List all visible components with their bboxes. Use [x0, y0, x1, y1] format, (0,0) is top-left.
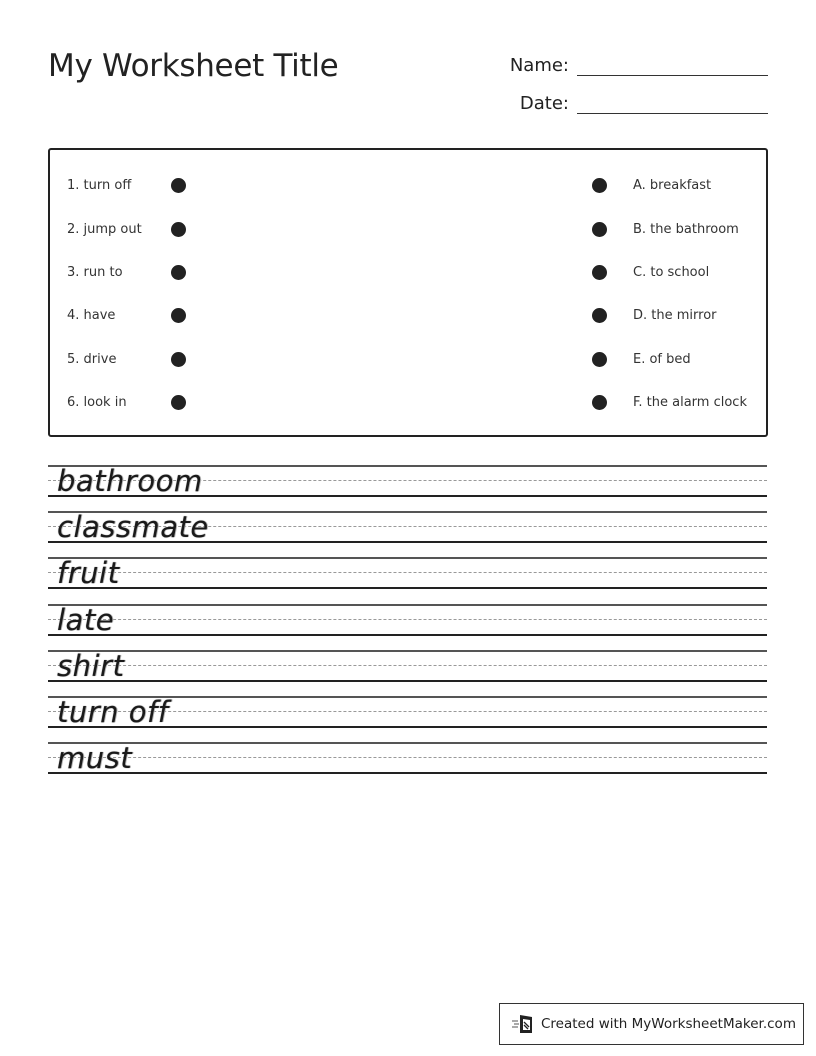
name-label: Name: [509, 55, 569, 76]
right-connector-dot-icon[interactable] [592, 352, 607, 367]
worksheet-maker-logo-icon [512, 1013, 536, 1035]
right-connector-dot-icon[interactable] [592, 395, 607, 410]
trace-word: late [57, 603, 115, 637]
baseline [48, 587, 767, 589]
handwriting-row[interactable] [48, 511, 767, 543]
date-blank-line[interactable] [577, 91, 768, 114]
right-connector-dot-icon[interactable] [592, 222, 607, 237]
trace-word: turn off [57, 695, 169, 729]
trace-word: shirt [57, 649, 125, 683]
left-connector-dot-icon[interactable] [171, 352, 186, 367]
matching-left-item: 6. look in [67, 395, 127, 410]
matching-row-2 [50, 220, 766, 240]
date-label: Date: [519, 93, 569, 114]
matching-exercise-box [48, 148, 768, 437]
handwriting-row[interactable] [48, 604, 767, 636]
matching-left-item: 5. drive [67, 352, 117, 367]
trace-word: must [57, 741, 133, 775]
baseline [48, 634, 767, 636]
baseline [48, 772, 767, 774]
matching-right-item: B. the bathroom [633, 222, 739, 237]
matching-right-item: A. breakfast [633, 178, 712, 193]
top-guide-line [48, 650, 767, 652]
matching-left-item: 4. have [67, 308, 116, 323]
top-guide-line [48, 557, 767, 559]
trace-word: fruit [57, 556, 120, 590]
matching-row-3 [50, 263, 766, 283]
right-connector-dot-icon[interactable] [592, 308, 607, 323]
baseline [48, 680, 767, 682]
left-connector-dot-icon[interactable] [171, 265, 186, 280]
left-connector-dot-icon[interactable] [171, 222, 186, 237]
name-field [510, 53, 768, 76]
footer-credit-box[interactable] [499, 1003, 804, 1045]
worksheet-title: My Worksheet Title [48, 48, 339, 84]
midline-dashed [48, 572, 767, 573]
matching-right-item: E. of bed [633, 352, 691, 367]
handwriting-row[interactable] [48, 742, 767, 774]
matching-right-item: D. the mirror [633, 308, 717, 323]
name-blank-line[interactable] [577, 53, 768, 76]
midline-dashed [48, 757, 767, 758]
right-connector-dot-icon[interactable] [592, 178, 607, 193]
date-field [520, 91, 768, 114]
handwriting-row[interactable] [48, 650, 767, 682]
left-connector-dot-icon[interactable] [171, 395, 186, 410]
midline-dashed [48, 665, 767, 666]
left-connector-dot-icon[interactable] [171, 308, 186, 323]
left-connector-dot-icon[interactable] [171, 178, 186, 193]
handwriting-row[interactable] [48, 557, 767, 589]
matching-row-5 [50, 350, 766, 370]
matching-right-item: F. the alarm clock [633, 395, 747, 410]
top-guide-line [48, 742, 767, 744]
matching-row-4 [50, 306, 766, 326]
handwriting-row[interactable] [48, 696, 767, 728]
matching-row-6 [50, 393, 766, 413]
midline-dashed [48, 619, 767, 620]
matching-left-item: 2. jump out [67, 222, 142, 237]
matching-left-item: 1. turn off [67, 178, 132, 193]
right-connector-dot-icon[interactable] [592, 265, 607, 280]
matching-right-item: C. to school [633, 265, 710, 280]
trace-word: classmate [57, 510, 209, 544]
handwriting-row[interactable] [48, 465, 767, 497]
top-guide-line [48, 604, 767, 606]
trace-word: bathroom [57, 464, 203, 498]
matching-row-1 [50, 176, 766, 196]
footer-credit-text: Created with MyWorksheetMaker.com [541, 1016, 796, 1032]
matching-left-item: 3. run to [67, 265, 123, 280]
